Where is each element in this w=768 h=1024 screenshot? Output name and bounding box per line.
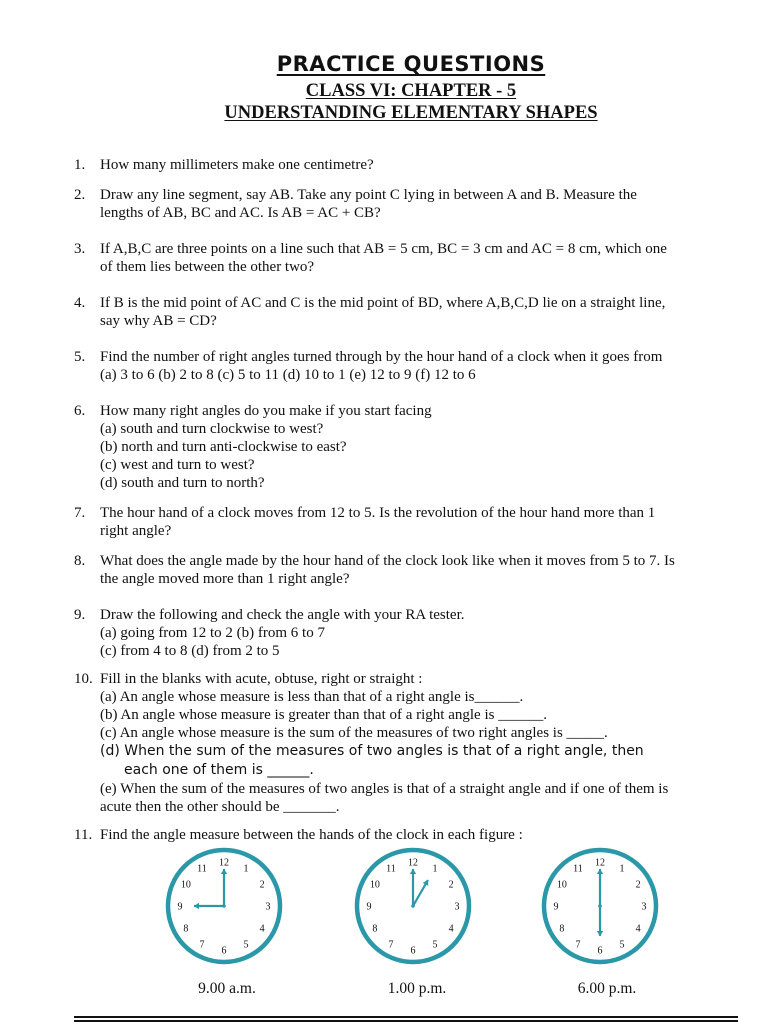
clock-face bbox=[168, 850, 280, 962]
clock-center bbox=[222, 904, 226, 908]
clock-numeral: 11 bbox=[386, 863, 396, 875]
question-text: How many right angles do you make if you start facing bbox=[100, 403, 432, 419]
clock-numeral: 3 bbox=[641, 901, 647, 913]
question-number: 3. bbox=[74, 241, 86, 257]
clock-numeral: 9 bbox=[366, 901, 372, 913]
clock-numeral: 4 bbox=[259, 923, 265, 935]
clock-numeral: 8 bbox=[559, 923, 565, 935]
question-text: the angle moved more than 1 right angle? bbox=[100, 571, 350, 587]
clock-face bbox=[357, 850, 469, 962]
clock-numeral: 6 bbox=[221, 945, 227, 957]
question-9 bbox=[74, 606, 744, 660]
question-text: How many millimeters make one centimetre? bbox=[100, 157, 374, 173]
question-option: (c) An angle whose measure is the sum of the measures of two right angles is _____. bbox=[100, 725, 608, 741]
clock-center bbox=[411, 904, 415, 908]
clock-caption-3: 6.00 p.m. bbox=[577, 980, 637, 997]
clock-figure-1 bbox=[154, 844, 294, 970]
clock-numeral: 6 bbox=[597, 945, 603, 957]
clock-numeral: 7 bbox=[575, 939, 581, 951]
hour-hand-tip bbox=[194, 903, 199, 909]
clock-figure-2 bbox=[343, 844, 483, 970]
clock-numeral: 4 bbox=[448, 923, 454, 935]
clock-numeral: 2 bbox=[448, 879, 454, 891]
footer-rule-top bbox=[74, 1016, 738, 1018]
clock-numeral: 1 bbox=[243, 863, 249, 875]
clock-numeral: 3 bbox=[454, 901, 460, 913]
question-option: (d) south and turn to north? bbox=[100, 475, 265, 491]
question-option: (a) going from 12 to 2 (b) from 6 to 7 bbox=[100, 625, 325, 641]
question-text: say why AB = CD? bbox=[100, 313, 217, 329]
question-text: Find the number of right angles turned through by the hour hand of a clock when it goes from bbox=[100, 349, 663, 365]
clock-numeral: 4 bbox=[635, 923, 641, 935]
question-text: lengths of AB, BC and AC. Is AB = AC + CB? bbox=[100, 205, 381, 221]
clock-numeral: 10 bbox=[369, 879, 380, 891]
question-text: Draw any line segment, say AB. Take any point C lying in between A and B. Measure the bbox=[100, 187, 637, 203]
clock-numeral: 11 bbox=[197, 863, 207, 875]
clock-center bbox=[598, 904, 602, 908]
clock-numeral: 12 bbox=[219, 857, 229, 869]
question-number: 5. bbox=[74, 349, 86, 365]
question-text: What does the angle made by the hour hand of the clock look like when it moves from 5 to 7. Is bbox=[100, 553, 675, 569]
question-option-continued: acute then the other should be _______. bbox=[100, 799, 340, 815]
minute-hand-tip bbox=[410, 869, 416, 874]
clock-caption-2: 1.00 p.m. bbox=[387, 980, 447, 997]
question-text: If A,B,C are three points on a line such that AB = 5 cm, BC = 3 cm and AC = 8 cm, which one bbox=[100, 241, 667, 257]
question-number: 11. bbox=[74, 827, 93, 843]
question-6 bbox=[74, 402, 744, 492]
clock-figure-3 bbox=[530, 844, 670, 970]
clock-numeral: 10 bbox=[556, 879, 567, 891]
question-option: (a) An angle whose measure is less than that of a right angle is______. bbox=[100, 689, 524, 705]
page-title: PRACTICE QUESTIONS bbox=[276, 52, 546, 76]
question-text: (a) 3 to 6 (b) 2 to 8 (c) 5 to 11 (d) 10 to 1 (e) 12 to 9 (f) 12 to 6 bbox=[100, 367, 476, 383]
clock-numeral: 6 bbox=[410, 945, 416, 957]
question-option: (c) from 4 to 8 (d) from 2 to 5 bbox=[100, 643, 280, 659]
class-chapter-heading: CLASS VI: CHAPTER - 5 bbox=[305, 81, 517, 101]
question-8 bbox=[74, 552, 744, 588]
question-text: Draw the following and check the angle with your RA tester. bbox=[100, 607, 465, 623]
clock-numeral: 1 bbox=[432, 863, 438, 875]
hour-hand-tip bbox=[597, 931, 603, 936]
question-number: 9. bbox=[74, 607, 86, 623]
question-10 bbox=[74, 670, 744, 816]
clock-numeral: 1 bbox=[619, 863, 625, 875]
question-option: (a) south and turn clockwise to west? bbox=[100, 421, 324, 437]
question-number: 1. bbox=[74, 157, 86, 173]
question-text: The hour hand of a clock moves from 12 to 5. Is the revolution of the hour hand more than 1 bbox=[100, 505, 656, 521]
clock-numeral: 5 bbox=[243, 939, 249, 951]
question-11 bbox=[74, 826, 744, 844]
clock-numeral: 9 bbox=[177, 901, 183, 913]
question-number: 10. bbox=[74, 671, 93, 687]
question-5 bbox=[74, 348, 744, 384]
clock-numeral: 2 bbox=[259, 879, 265, 891]
clock-numeral: 8 bbox=[372, 923, 378, 935]
minute-hand-tip bbox=[221, 869, 227, 874]
question-text: Fill in the blanks with acute, obtuse, right or straight : bbox=[100, 671, 423, 687]
clock-face bbox=[544, 850, 656, 962]
minute-hand-tip bbox=[597, 869, 603, 874]
question-2 bbox=[74, 186, 744, 222]
question-number: 6. bbox=[74, 403, 86, 419]
question-text: If B is the mid point of AC and C is the mid point of BD, where A,B,C,D lie on a straight line, bbox=[100, 295, 666, 311]
question-4 bbox=[74, 294, 744, 330]
clock-numeral: 12 bbox=[408, 857, 418, 869]
chapter-topic-heading: UNDERSTANDING ELEMENTARY SHAPES bbox=[224, 103, 598, 123]
clock-numeral: 5 bbox=[432, 939, 438, 951]
question-option: (e) When the sum of the measures of two angles is that of a straight angle and if one of them is bbox=[100, 781, 669, 797]
clock-numeral: 9 bbox=[553, 901, 559, 913]
question-text: Find the angle measure between the hands of the clock in each figure : bbox=[100, 827, 523, 843]
question-number: 8. bbox=[74, 553, 86, 569]
question-3 bbox=[74, 240, 744, 276]
question-option: (d) When the sum of the measures of two angles is that of a right angle, then bbox=[100, 743, 644, 759]
clock-numeral: 2 bbox=[635, 879, 641, 891]
question-option-continued: each one of them is ______. bbox=[124, 762, 314, 778]
question-option: (b) north and turn anti-clockwise to east? bbox=[100, 439, 347, 455]
clock-numeral: 7 bbox=[199, 939, 205, 951]
question-text: right angle? bbox=[100, 523, 172, 539]
clock-numeral: 7 bbox=[388, 939, 394, 951]
question-7 bbox=[74, 504, 744, 540]
question-number: 7. bbox=[74, 505, 86, 521]
clock-numeral: 10 bbox=[180, 879, 191, 891]
question-1 bbox=[74, 156, 744, 174]
question-number: 2. bbox=[74, 187, 86, 203]
clock-caption-1: 9.00 a.m. bbox=[198, 980, 256, 997]
clock-numeral: 12 bbox=[595, 857, 605, 869]
clock-numeral: 8 bbox=[183, 923, 189, 935]
question-text: of them lies between the other two? bbox=[100, 259, 315, 275]
question-number: 4. bbox=[74, 295, 86, 311]
question-option: (b) An angle whose measure is greater than that of a right angle is ______. bbox=[100, 707, 547, 723]
clock-numeral: 3 bbox=[265, 901, 271, 913]
question-option: (c) west and turn to west? bbox=[100, 457, 255, 473]
footer-rule-bottom bbox=[74, 1020, 738, 1022]
clock-numeral: 11 bbox=[573, 863, 583, 875]
clock-numeral: 5 bbox=[619, 939, 625, 951]
